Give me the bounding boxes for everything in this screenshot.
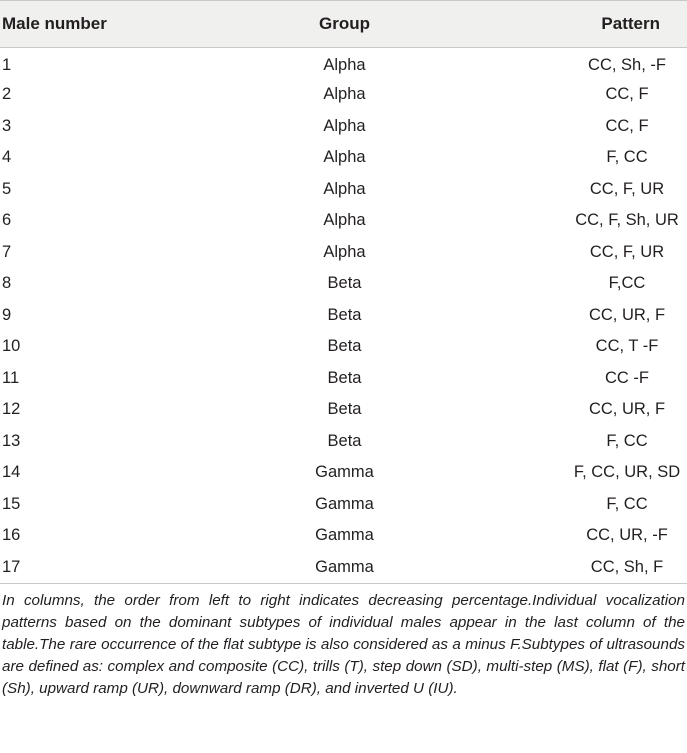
cell-group: Beta [327,400,362,419]
cell-pattern [460,174,687,206]
cell-pattern-text: CC, F, Sh, UR [575,211,679,230]
table-row [0,552,687,584]
cell-pattern-text: CC, Sh, F [590,557,664,576]
cell-group: Beta [327,337,362,356]
header-male-number: Male number [0,1,229,48]
cell-pattern [460,300,687,332]
cell-pattern [460,48,687,80]
cell-pattern [460,552,687,584]
table-row [0,363,687,395]
cell-group: Gamma [315,526,374,545]
cell-pattern-text: CC, F, UR [589,179,665,198]
cell-group: Alpha [323,116,366,135]
cell-group: Beta [327,431,362,450]
cell-group: Beta [327,274,362,293]
cell-pattern-text: CC, UR, F [588,400,666,419]
cell-pattern-text: F, CC, UR, SD [573,463,681,482]
cell-pattern [460,331,687,363]
cell-male-number: 8 [2,274,12,293]
cell-group: Alpha [323,148,366,167]
cell-male-number: 16 [2,526,21,545]
cell-group: Alpha [323,179,366,198]
cell-pattern [460,457,687,489]
header-row [0,1,687,48]
cell-pattern-text: F, CC [606,148,648,167]
table-row [0,394,687,426]
cell-group: Gamma [315,463,374,482]
cell-pattern [460,237,687,269]
cell-male-number: 13 [2,431,21,450]
cell-pattern-text: F,CC [608,274,646,293]
cell-male-number: 5 [2,179,12,198]
cell-male-number: 7 [2,242,12,261]
cell-male-number: 17 [0,552,229,584]
cell-pattern [460,205,687,237]
cell-male-number: 1 [2,56,12,74]
cell-male-number: 11 [2,368,20,387]
cell-pattern [460,363,687,395]
cell-pattern [460,111,687,143]
cell-group: Gamma [229,552,460,584]
cell-pattern-text: CC, F, UR [589,242,665,261]
cell-group: Alpha [323,85,366,104]
cell-pattern-text: F, CC [606,494,648,513]
cell-male-number: 14 [2,463,21,482]
cell-pattern-text: CC -F [605,368,649,387]
cell-male-number: 15 [2,494,21,513]
cell-male-number: 2 [2,85,12,104]
cell-pattern-text: CC, T -F [595,337,659,356]
cell-pattern [460,426,687,458]
cell-male-number: 10 [2,337,21,356]
table-header [0,1,687,48]
cell-male-number: 9 [2,305,12,324]
cell-group: Beta [327,305,362,324]
cell-pattern [460,142,687,174]
cell-pattern-text: CC, F [605,116,649,135]
cell-male-number: 6 [2,211,12,230]
cell-pattern-text: CC, Sh, -F [588,56,666,74]
cell-group: Alpha [323,242,366,261]
cell-pattern [460,268,687,300]
cell-pattern [460,520,687,552]
table-row [0,237,687,269]
table-row [0,520,687,552]
cell-male-number: 12 [2,400,21,419]
cell-pattern-text: CC, F [605,85,649,104]
cell-male-number: 3 [2,116,12,135]
table-row [0,142,687,174]
table-row [0,457,687,489]
header-group: Group [229,1,460,48]
cell-male-number: 4 [2,148,12,167]
cell-group: Alpha [323,56,366,74]
table-body [0,48,687,584]
cell-pattern-text: F, CC [606,431,648,450]
table-row [0,268,687,300]
cell-pattern-text: CC, UR, F [588,305,666,324]
table-row [0,205,687,237]
table-row [0,79,687,111]
table-row [0,331,687,363]
header-pattern: Pattern [460,1,687,48]
cell-pattern [460,489,687,521]
cell-group: Alpha [323,211,366,230]
cell-pattern [460,394,687,426]
table-row [0,174,687,206]
table-row [0,48,687,80]
table-row [0,489,687,521]
cell-pattern [460,79,687,111]
cell-group: Gamma [315,494,374,513]
cell-pattern-text: CC, UR, -F [586,526,668,545]
table-footnote: In columns, the order from left to right indicates decreasing percentage.Individual vocalization patterns based on the dominant subtypes of individual males appear in the last column of the table.The rare occurrence of the flat subtype is also considered as a minus F.Subtypes of ultrasounds are defined as: complex and composite (CC), trills (T), step down (SD), multi-step (MS), flat (F), short (Sh), upward ramp (UR), downward ramp (DR), and inverted U (IU). [2,591,685,697]
table-row [0,426,687,458]
cell-group: Beta [327,368,362,387]
table-row [0,111,687,143]
table-row [0,300,687,332]
